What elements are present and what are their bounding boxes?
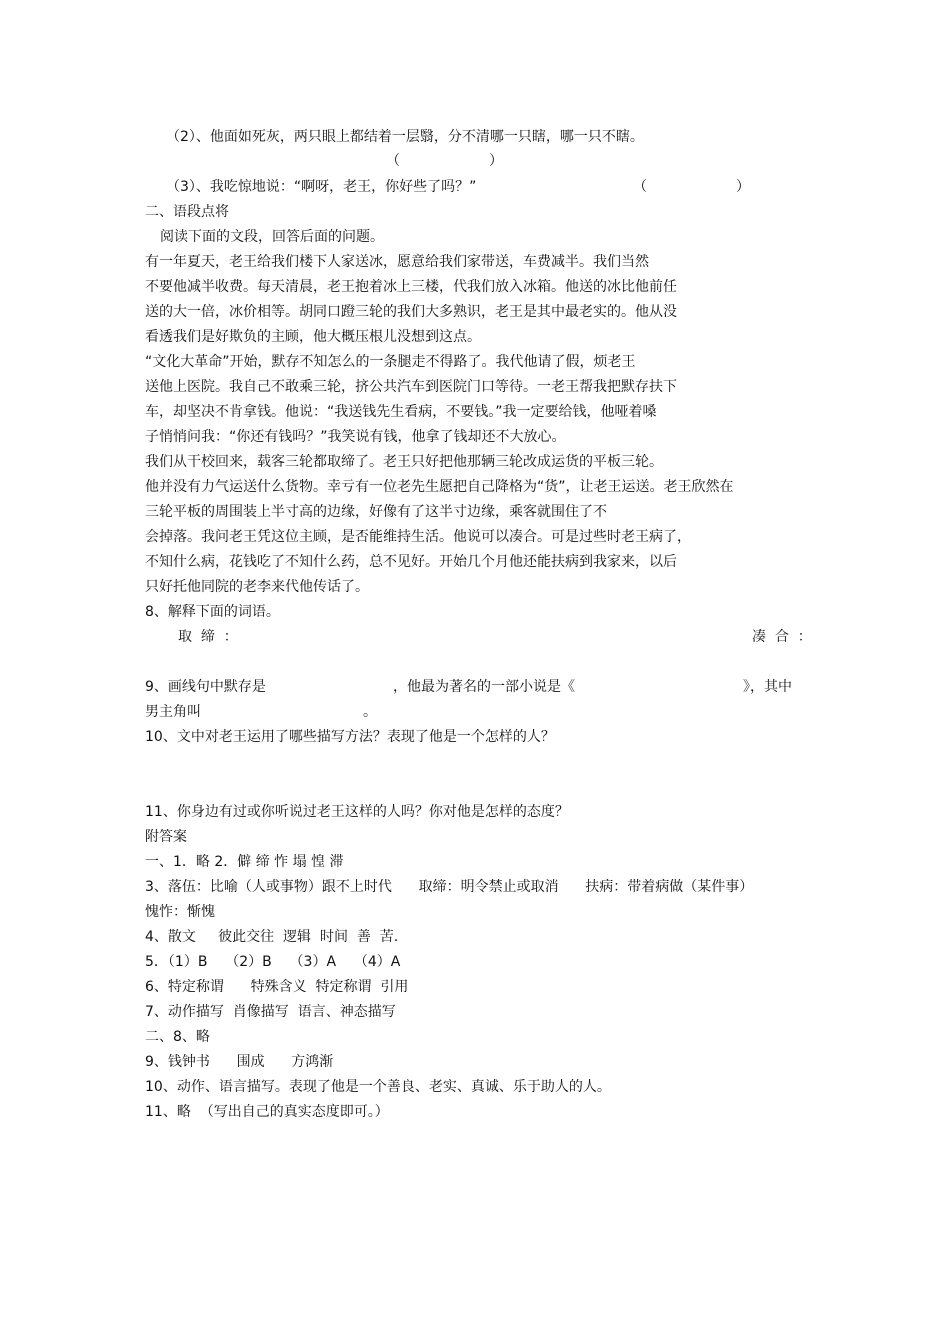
answer-line: 7、动作描写 肖像描写 语言、神态描写 bbox=[145, 1004, 396, 1020]
passage-line: 会掉落。我问老王凭这位主顾，是否能维持生活。他说可以凑合。可是过些时老王病了， bbox=[145, 529, 691, 545]
question-9-part2: ，他最为著名的一部小说是《 bbox=[393, 679, 575, 695]
answer-line: 4、散文 彼此交往 逻辑 时间 善 苦. bbox=[145, 929, 399, 945]
passage-line: 我们从干校回来，载客三轮都取缔了。老王只好把他那辆三轮改成运货的平板三轮。 bbox=[145, 454, 663, 470]
passage-line: 他并没有力气运送什么货物。幸亏有一位老先生愿把自己降格为“货”，让老王运送。老王欣然在 bbox=[145, 479, 734, 495]
passage-line: 车，却坚决不肯拿钱。他说：“我送钱先生看病，不要钱。”我一定要给钱，他哑着嗓 bbox=[145, 404, 657, 420]
question-11: 11、你身边有过或你听说过老王这样的人吗？你对他是怎样的态度？ bbox=[145, 804, 569, 820]
passage-line: 有一年夏天，老王给我们楼下人家送冰，愿意给我们家带送，车费减半。我们当然 bbox=[145, 254, 649, 270]
answer-line: 一、1．略 2．僻 缔 怍 塌 惶 滞 bbox=[145, 854, 344, 870]
question-9-part3: 》，其中 bbox=[743, 679, 792, 695]
answer-line: 11、略 （写出自己的真实态度即可。） bbox=[145, 1104, 389, 1120]
passage-line: 不要他减半收费。每天清晨，老王抱着冰上三楼，代我们放入冰箱。他送的冰比他前任 bbox=[145, 279, 677, 295]
passage-line: 送他上医院。我自己不敢乘三轮，挤公共汽车到医院门口等待。一老王帮我把默存扶下 bbox=[145, 379, 677, 395]
answer-line: 愧怍：惭愧 bbox=[145, 904, 215, 920]
answer-line: 5．（1）B （2）B （3）A （4）A bbox=[145, 954, 401, 970]
answer-line: 3、落伍：比喻（人或事物）跟不上时代 取缔：明令禁止或取消 扶病：带着病做（某件事） bbox=[145, 879, 754, 895]
question-2-line: （2）、他面如死灰，两只眼上都结着一层翳，分不清哪一只瞎，哪一只不瞎。 bbox=[166, 129, 644, 145]
answer-blank-3: （ ） bbox=[633, 179, 751, 195]
term-qudi-label: 取 缔 ： bbox=[178, 629, 238, 645]
passage-line: 子悄悄问我：“你还有钱吗？”我笑说有钱，他拿了钱却还不大放心。 bbox=[145, 429, 566, 445]
answer-line: 二、8、略 bbox=[145, 1029, 210, 1045]
question-9-part4: 男主角叫 bbox=[145, 704, 201, 720]
passage-line: “文化大革命”开始，默存不知怎么的一条腿走不得路了。我代他请了假，烦老王 bbox=[145, 354, 636, 370]
question-3-line: （3）、我吃惊地说：“啊呀，老王，你好些了吗？” bbox=[166, 179, 477, 195]
answer-line: 10、动作、语言描写。表现了他是一个善良、老实、真诚、乐于助人的人。 bbox=[145, 1079, 611, 1095]
passage-line: 不知什么病，花钱吃了不知什么药，总不见好。开始几个月他还能扶病到我家来，以后 bbox=[145, 554, 677, 570]
answer-line: 6、特定称谓 特殊含义 特定称谓 引用 bbox=[145, 979, 409, 995]
passage-line: 三轮平板的周围装上半寸高的边缘，好像有了这半寸边缘，乘客就围住了不 bbox=[145, 504, 607, 520]
answer-blank-2: （ ） bbox=[386, 153, 504, 169]
question-8: 8、解释下面的词语。 bbox=[145, 604, 280, 620]
answers-heading: 附答案 bbox=[145, 829, 187, 845]
passage-line: 送的大一倍，冰价相等。胡同口蹬三轮的我们大多熟识，老王是其中最老实的。他从没 bbox=[145, 304, 677, 320]
question-10: 10、文中对老王运用了哪些描写方法？表现了他是一个怎样的人？ bbox=[145, 729, 555, 745]
passage-line: 看透我们是好欺负的主顾，他大概压根儿没想到这点。 bbox=[145, 329, 481, 345]
reading-instruction: 阅读下面的文段，回答后面的问题。 bbox=[160, 229, 384, 245]
answer-line: 9、钱钟书 围成 方鸿渐 bbox=[145, 1054, 334, 1070]
passage-line: 只好托他同院的老李来代他传话了。 bbox=[145, 579, 369, 595]
term-couhe-label: 凑 合 ： bbox=[752, 629, 812, 645]
question-9-period: 。 bbox=[363, 704, 377, 720]
question-9-part1: 9、画线句中默存是 bbox=[145, 679, 266, 695]
section-2-heading: 二、语段点将 bbox=[145, 204, 229, 220]
